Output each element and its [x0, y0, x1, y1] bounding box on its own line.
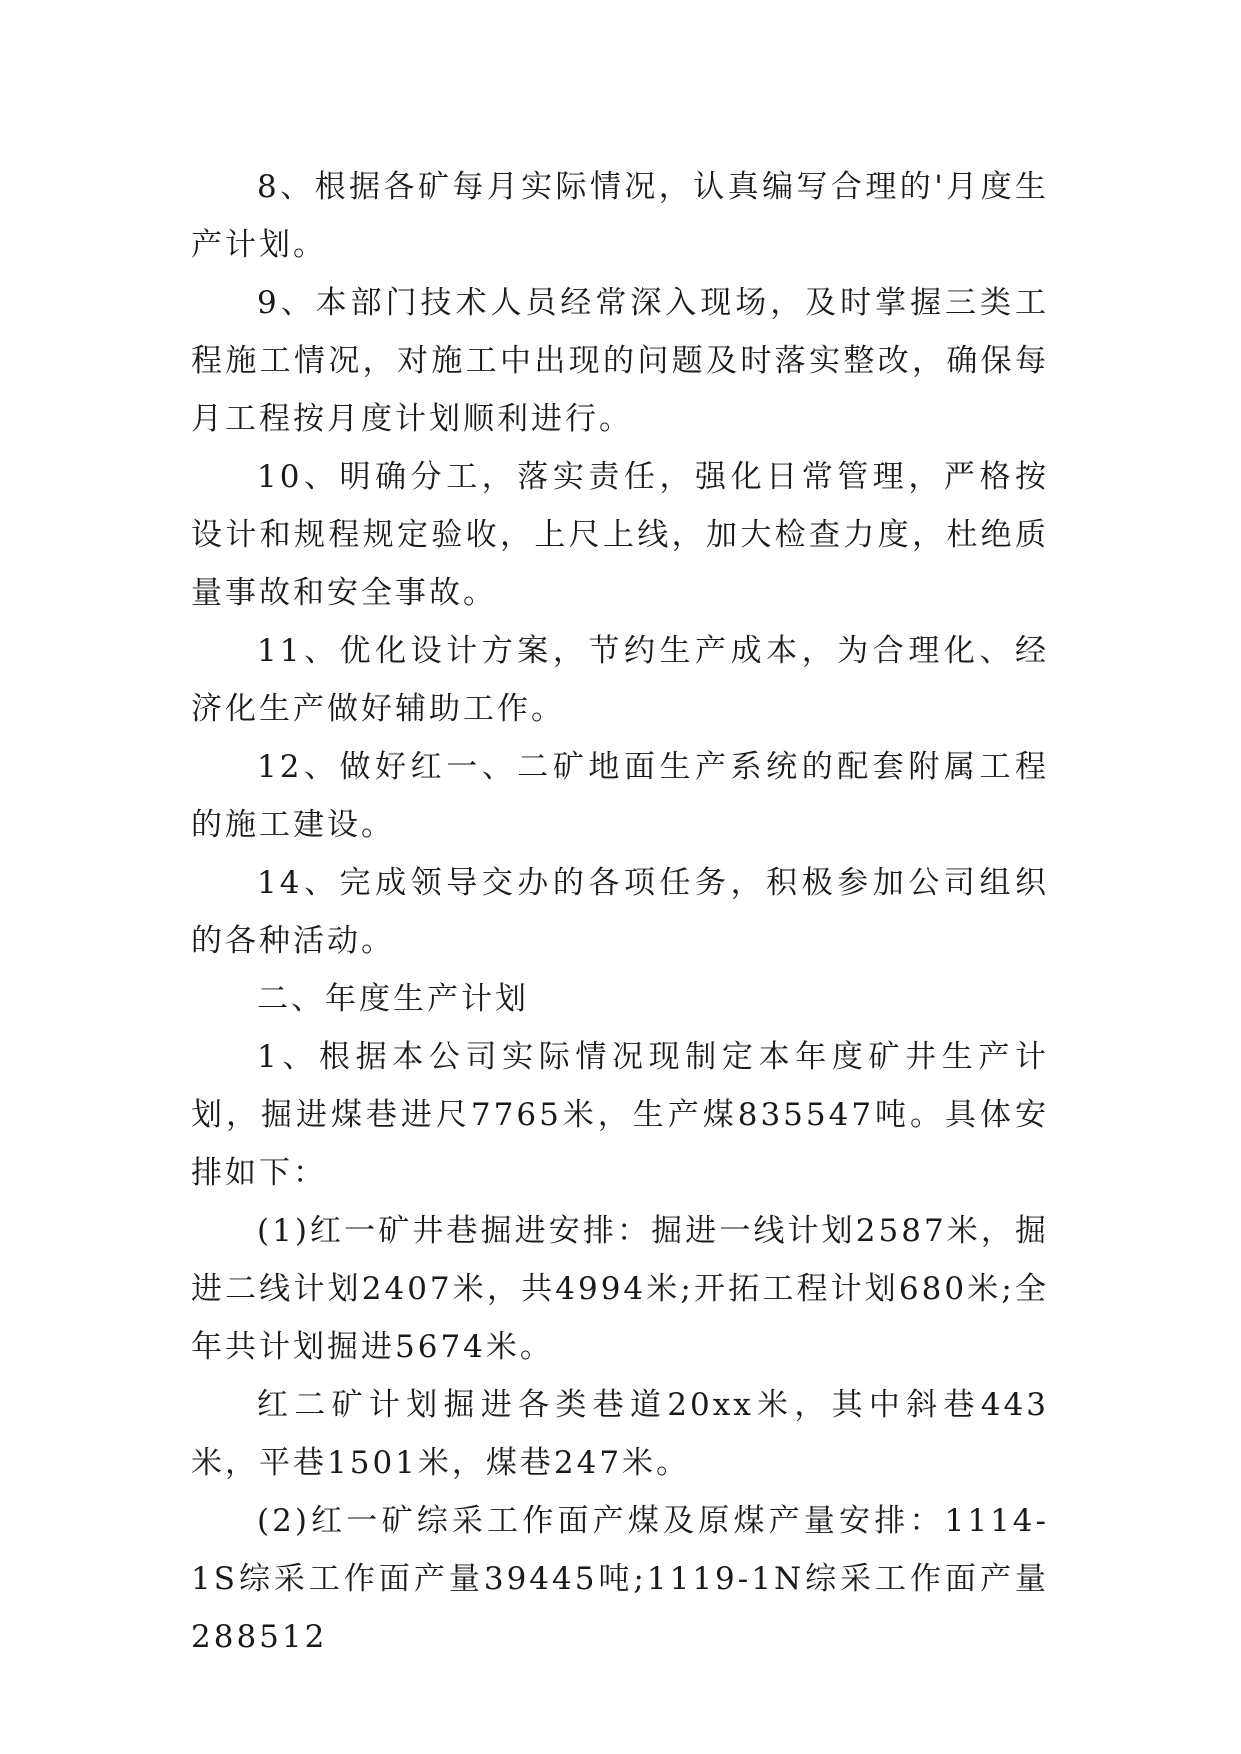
paragraph-item-12: 12、做好红一、二矿地面生产系统的配套附属工程的施工建设。: [191, 749, 1049, 843]
document-body: [191, 158, 1049, 1666]
paragraph-item-11: 11、优化设计方案，节约生产成本，为合理化、经济化生产做好辅助工作。: [191, 633, 1049, 727]
section-heading-annual-plan: 二、年度生产计划: [257, 981, 529, 1017]
paragraph-honger-tunneling: 红二矿计划掘进各类巷道20xx米，其中斜巷443米，平巷1501米，煤巷247米。: [191, 1387, 1049, 1481]
paragraph-item-14: 14、完成领导交办的各项任务，积极参加公司组织的各种活动。: [191, 865, 1049, 959]
paragraph-hongyi-output: (2)红一矿综采工作面产煤及原煤产量安排：1114-1S综采工作面产量39445吨;1119-1N综采工作面产量288512: [191, 1503, 1049, 1655]
paragraph-item-10: 10、明确分工，落实责任，强化日常管理，严格按设计和规程规定验收，上尺上线，加大检查力度，杜绝质量事故和安全事故。: [191, 459, 1049, 611]
paragraph-plan-overview: 1、根据本公司实际情况现制定本年度矿井生产计划，掘进煤巷进尺7765米，生产煤835547吨。具体安排如下：: [191, 1039, 1049, 1191]
paragraph-item-8: 8、根据各矿每月实际情况，认真编写合理的'月度生产计划。: [191, 169, 1049, 263]
paragraph-hongyi-tunneling: (1)红一矿井巷掘进安排：掘进一线计划2587米，掘进二线计划2407米，共4994米;开拓工程计划680米;全年共计划掘进5674米。: [191, 1213, 1049, 1365]
paragraph-item-9: 9、本部门技术人员经常深入现场，及时掌握三类工程施工情况，对施工中出现的问题及时落实整改，确保每月工程按月度计划顺利进行。: [191, 285, 1049, 437]
